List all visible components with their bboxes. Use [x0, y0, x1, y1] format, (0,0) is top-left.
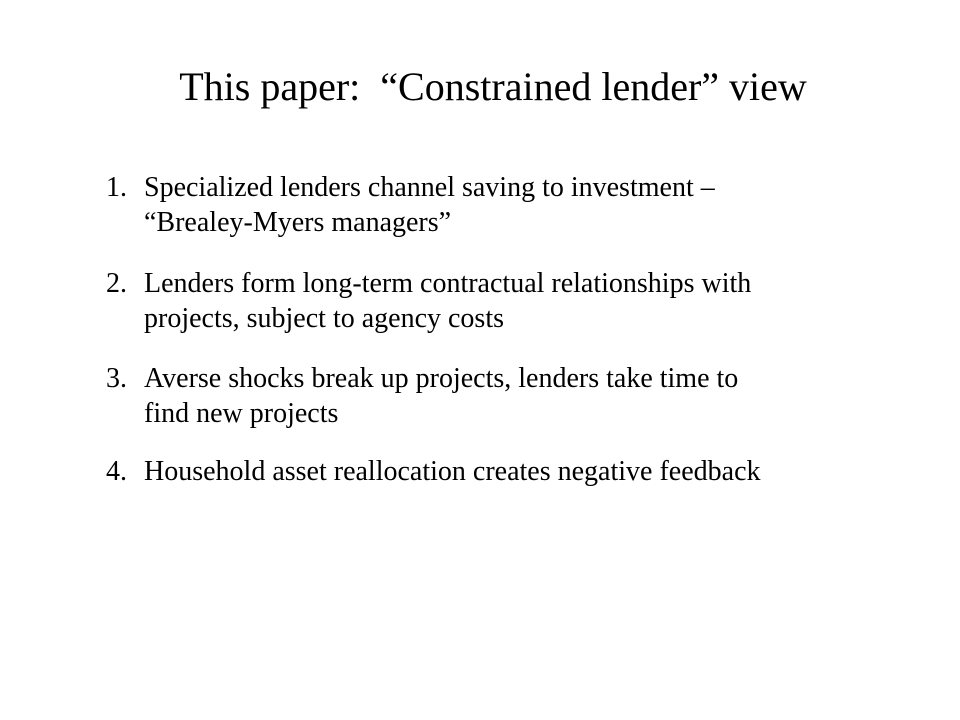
list-item-text [144, 170, 906, 240]
list-item [106, 454, 906, 489]
list-item-number: 2. [106, 268, 127, 299]
list-item-line: projects, subject to agency costs [144, 303, 505, 334]
list-item-number: 4. [106, 456, 127, 487]
list-item [106, 361, 906, 431]
list-item-number: 1. [106, 172, 127, 203]
numbered-list [106, 170, 906, 515]
list-item-line: Lenders form long-term contractual relationships with [144, 268, 752, 299]
list-item-line: Averse shocks break up projects, lenders take time to [144, 363, 739, 394]
list-item-text [144, 454, 906, 489]
list-item-line: find new projects [144, 398, 339, 429]
list-item-line: “Brealey-Myers managers” [144, 207, 452, 238]
list-item-line: Specialized lenders channel saving to investment – [144, 172, 715, 203]
list-item-text [144, 266, 906, 336]
list-item [106, 266, 906, 336]
list-item-line: Household asset reallocation creates negative feedback [144, 456, 761, 487]
slide-title: This paper: “Constrained lender” view [179, 64, 807, 109]
list-item-text [144, 361, 906, 431]
list-item [106, 170, 906, 240]
list-item-number: 3. [106, 363, 127, 394]
